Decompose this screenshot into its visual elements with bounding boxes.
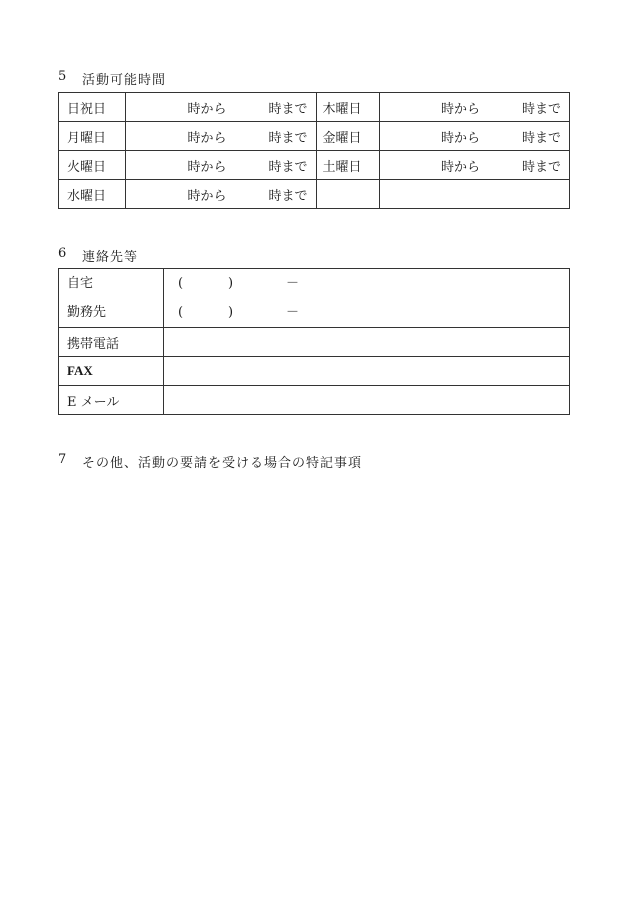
from-label: 時から: [187, 188, 227, 204]
day-label: 土曜日: [316, 151, 379, 180]
section-number: 6: [58, 246, 68, 261]
home-phone-field[interactable]: [164, 269, 569, 298]
day-label: 日祝日: [59, 93, 126, 122]
email-field[interactable]: [164, 386, 570, 415]
section-title: 活動可能時間: [82, 73, 167, 88]
mobile-label: 携帯電話: [59, 328, 164, 357]
section-5-heading: [58, 69, 166, 88]
table-row: [59, 357, 570, 386]
phone-labels: [59, 269, 164, 328]
availability-table: [58, 92, 570, 209]
until-label: 時まで: [521, 159, 561, 175]
until-label: 時まで: [268, 188, 308, 204]
day-label: 金曜日: [316, 122, 379, 151]
home-label: 自宅: [67, 276, 94, 291]
from-label: 時から: [440, 130, 480, 146]
time-range-input[interactable]: [379, 122, 569, 151]
until-label: 時まで: [268, 130, 308, 146]
table-row: [59, 328, 570, 357]
area-code-open: (: [178, 305, 184, 320]
area-code-close: ): [228, 276, 234, 291]
from-label: 時から: [440, 159, 480, 175]
time-range-input[interactable]: [126, 122, 316, 151]
empty-time-cell: [379, 180, 569, 209]
table-row: [59, 180, 570, 209]
time-range-input[interactable]: [126, 93, 316, 122]
mobile-field[interactable]: [164, 328, 570, 357]
fax-label: FAX: [59, 357, 164, 386]
table-row: [59, 122, 570, 151]
email-label: E メール: [59, 386, 164, 415]
section-title: その他、活動の要請を受ける場合の特記事項: [82, 456, 363, 471]
area-code-open: (: [178, 276, 184, 291]
day-label: 木曜日: [316, 93, 379, 122]
section-number: 5: [58, 69, 68, 84]
time-range-input[interactable]: [126, 180, 316, 209]
work-phone-field[interactable]: [164, 298, 569, 327]
until-label: 時まで: [521, 130, 561, 146]
from-label: 時から: [187, 159, 227, 175]
section-number: 7: [58, 452, 68, 467]
from-label: 時から: [440, 101, 480, 117]
day-label: 火曜日: [59, 151, 126, 180]
section-6-heading: [58, 246, 138, 265]
from-label: 時から: [187, 101, 227, 117]
phone-dash: －: [286, 276, 300, 291]
until-label: 時まで: [521, 101, 561, 117]
day-label: 月曜日: [59, 122, 126, 151]
work-label: 勤務先: [67, 305, 107, 320]
table-row: [59, 269, 570, 328]
time-range-input[interactable]: [379, 151, 569, 180]
day-label: 水曜日: [59, 180, 126, 209]
contact-table: [58, 268, 570, 415]
table-row: [59, 386, 570, 415]
section-7-heading: [58, 452, 362, 471]
table-row: [59, 151, 570, 180]
phone-numbers: [164, 269, 570, 328]
time-range-input[interactable]: [379, 93, 569, 122]
time-range-input[interactable]: [126, 151, 316, 180]
table-row: [59, 93, 570, 122]
from-label: 時から: [187, 130, 227, 146]
empty-day-cell: [316, 180, 379, 209]
area-code-close: ): [228, 305, 234, 320]
section-title: 連絡先等: [82, 250, 139, 265]
until-label: 時まで: [268, 159, 308, 175]
fax-field[interactable]: [164, 357, 570, 386]
phone-dash: －: [286, 305, 300, 320]
until-label: 時まで: [268, 101, 308, 117]
